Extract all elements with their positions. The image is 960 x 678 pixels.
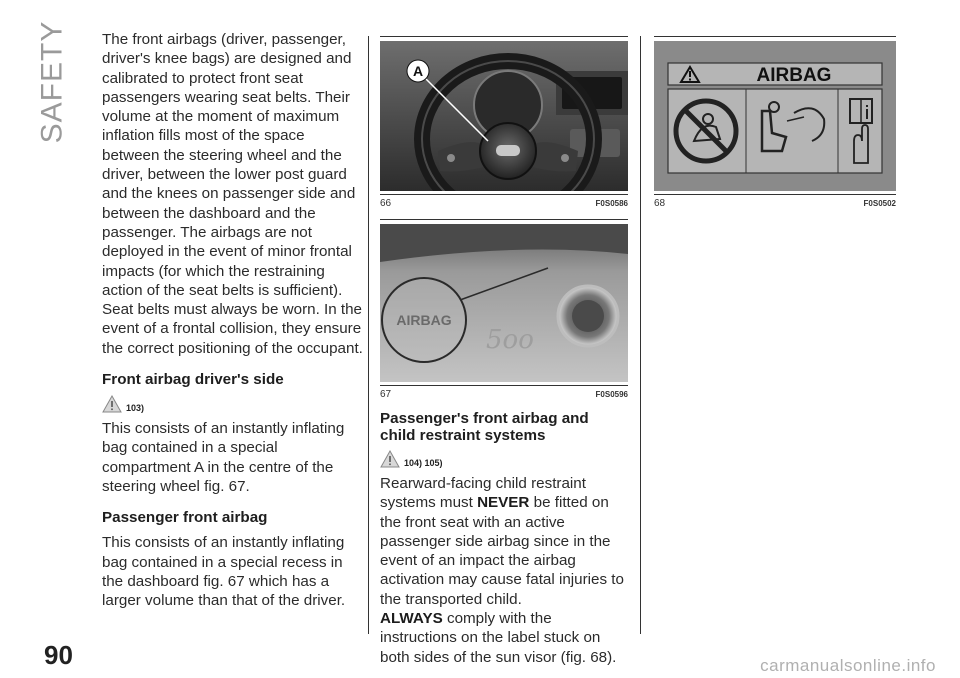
column-divider-1 xyxy=(368,36,369,634)
figure-number: 68 xyxy=(654,198,666,209)
figure-66-caption xyxy=(380,194,628,209)
heading-driver-airbag: Front airbag driver's side xyxy=(102,371,284,389)
airbag-warning-label-image xyxy=(654,41,896,191)
figure-66 xyxy=(380,36,628,209)
intro-paragraph: The front airbags (driver, passenger, driver's knee bags) are designed and calibrated to protect front seat passengers wearing seat belts. Their volume at the moment of maximum inflation fills most of the space between the steering wheel and the driver, between the lower post guard and the knees on passenger side and between the dashboard and the passenger. The airbags are not deployed in the event of minor frontal impacts (for which the restraining action of the seat belts is sufficient). Seat belts must always be worn. In the event of a frontal collision, they ensure the correct positioning of the occupant. xyxy=(102,31,363,357)
figure-code: F0S0596 xyxy=(595,390,628,399)
page-number: 90 xyxy=(44,640,73,670)
figure-top-rule xyxy=(380,219,628,220)
figure-68 xyxy=(654,36,896,209)
column-1 xyxy=(102,30,364,610)
steering-wheel-image xyxy=(380,41,628,191)
figure-code: F0S0502 xyxy=(863,199,896,208)
warning-reference xyxy=(102,395,364,413)
para-end: comply with the instructions on the label stuck on both sides of the sun visor (fig. 68). xyxy=(380,610,617,666)
label-title: AIRBAG xyxy=(756,65,832,86)
airbag-embossed-label: AIRBAG xyxy=(396,312,452,328)
figure-67 xyxy=(380,219,628,400)
para-start: Rearward-facing child restraint systems must xyxy=(380,475,586,512)
figure-number: 67 xyxy=(380,389,392,400)
always-emphasis: ALWAYS xyxy=(380,610,443,628)
figure-68-caption xyxy=(654,194,896,209)
warning-ref-numbers: 104) 105) xyxy=(404,458,443,468)
column-divider-2 xyxy=(640,36,641,634)
callout-letter: A xyxy=(412,63,424,79)
figure-top-rule xyxy=(654,36,896,37)
watermark: carmanualsonline.info xyxy=(760,656,936,675)
figure-67-caption xyxy=(380,385,628,400)
warning-reference xyxy=(380,450,628,468)
figure-code: F0S0586 xyxy=(595,199,628,208)
driver-airbag-description: This consists of an instantly inflating bag contained in a special compartment A in the centre of the steering wheel fig. 67. xyxy=(102,420,345,495)
para-mid: be fitted on the front seat with an active passenger side airbag since in the event of an impact the airbag activation may cause fatal injuries to the transported child. xyxy=(380,494,624,608)
figure-number: 66 xyxy=(380,198,392,209)
never-emphasis: NEVER xyxy=(477,494,530,512)
warning-triangle-icon xyxy=(102,395,122,413)
warning-ref-number: 103) xyxy=(126,403,145,414)
brand-badge: 5oo xyxy=(486,325,534,355)
section-label xyxy=(32,20,72,144)
column-3 xyxy=(654,36,896,209)
warning-triangle-icon xyxy=(380,450,400,468)
figure-top-rule xyxy=(380,36,628,37)
heading-child-restraint: Passenger's front airbag and child restraint systems xyxy=(380,410,589,444)
child-restraint-paragraph xyxy=(380,474,628,667)
dashboard-airbag-image xyxy=(380,224,628,382)
section-title: SAFETY xyxy=(35,20,69,144)
heading-passenger-airbag: Passenger front airbag xyxy=(102,509,268,527)
passenger-airbag-description: This consists of an instantly inflating bag contained in a special recess in the dashboard fig. 67 which has a larger volume than that of the driver. xyxy=(102,534,346,610)
column-2 xyxy=(380,36,628,667)
